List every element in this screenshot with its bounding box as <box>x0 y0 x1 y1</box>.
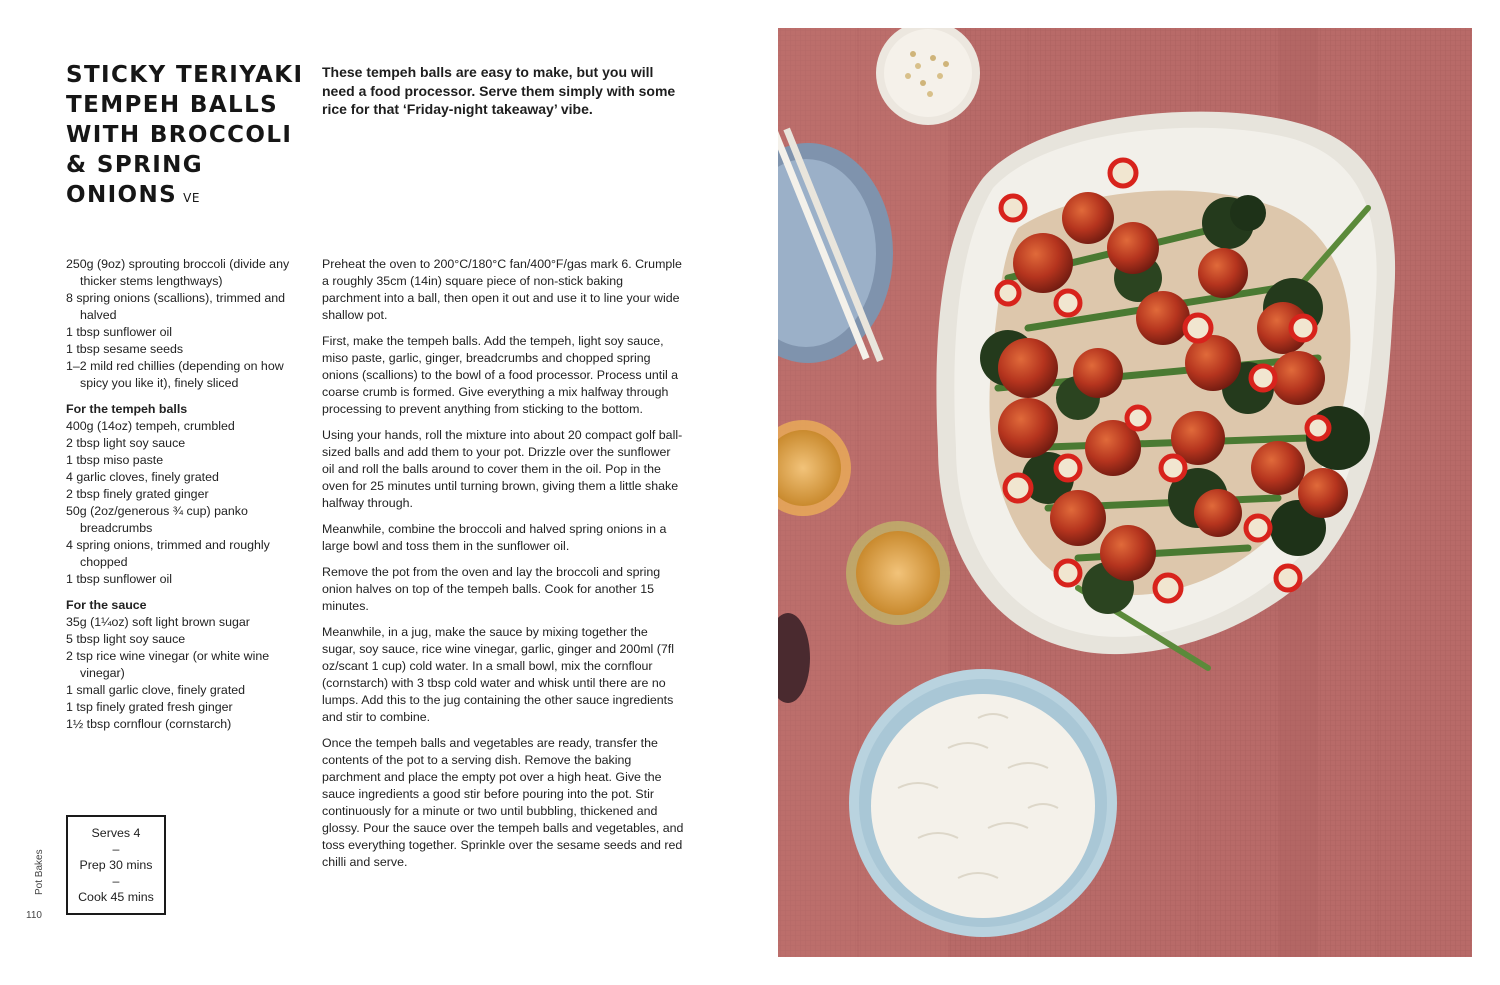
ingredient-item: 1 tsp finely grated fresh ginger <box>66 700 233 714</box>
method-step: First, make the tempeh balls. Add the tempeh, light soy sauce, miso paste, garlic, ginger, breadcrumbs and chopped spring onions (scallions) to the bowl of a food processor. Process until a coarse crumb is formed. Give everything a mix halfway through processing to prevent anything from sticking to the bottom. <box>322 334 679 416</box>
ingredient-item: 2 tsp rice wine vinegar (or white wine vinegar) <box>66 649 270 680</box>
method-column <box>322 256 684 880</box>
ingredient-list <box>66 418 306 588</box>
ingredient-item: 1½ tbsp cornflour (cornstarch) <box>66 717 232 731</box>
recipe-info-box <box>66 815 166 915</box>
ingredient-item: 4 garlic cloves, finely grated <box>66 470 219 484</box>
ingredient-item: 1 tbsp sesame seeds <box>66 342 184 356</box>
serves-info: Serves 4 <box>91 825 141 840</box>
ingredient-item: 250g (9oz) sprouting broccoli (divide any thicker stems lengthways) <box>66 257 290 288</box>
title-line-text: ONIONS <box>66 182 178 208</box>
title-line: STICKY TERIYAKI <box>66 62 304 88</box>
ingredient-item: 4 spring onions, trimmed and roughly chopped <box>66 538 270 569</box>
ingredient-item: 50g (2oz/generous ¾ cup) panko breadcrumbs <box>66 504 248 535</box>
title-line: TEMPEH BALLS <box>66 92 279 118</box>
ingredient-item: 1–2 mild red chillies (depending on how spicy you like it), finely sliced <box>66 359 284 390</box>
vegan-tag: VE <box>183 191 200 205</box>
method-step: Meanwhile, in a jug, make the sauce by mixing together the sugar, soy sauce, rice wine vinegar, garlic, ginger and 200ml (7fl oz/scant 1 cup) cold water. In a small bowl, mix the cornflour (cornstarch) with 3 tbsp cold water and whisk until there are no lumps. Add this to the jug containing the other sauce ingredients and stir to combine. <box>322 625 674 724</box>
ingredient-item: 1 tbsp sunflower oil <box>66 572 173 586</box>
title-line <box>66 180 306 213</box>
ingredient-item: 2 tbsp finely grated ginger <box>66 487 209 501</box>
recipe-title <box>66 60 306 213</box>
method-step: Preheat the oven to 200°C/180°C fan/400°F/gas mark 6. Crumple a roughly 35cm (14in) square piece of non-stick baking parchment into a ball, then open it out and use it to line your wide shallow pot. <box>322 257 682 322</box>
recipe-photo <box>778 28 1472 957</box>
ingredient-item: 2 tbsp light soy sauce <box>66 436 186 450</box>
prep-time: Prep 30 mins <box>79 857 153 872</box>
method-step: Using your hands, roll the mixture into about 20 compact golf ball-sized balls and add them to your pot. Drizzle over the sunflower oil and roll the balls around to cover them in the oil. Pop in the oven for 25 minutes until turning brown, giving them a little shake halfway through. <box>322 428 683 510</box>
ingredients-tempeh <box>66 401 306 588</box>
title-line: & SPRING <box>66 152 204 178</box>
rice-bowl <box>849 669 1117 937</box>
ingredient-item: 5 tbsp light soy sauce <box>66 632 186 646</box>
ingredient-item: 1 tbsp sunflower oil <box>66 325 173 339</box>
ingredients-column <box>66 256 306 742</box>
ingredients-sauce <box>66 597 306 733</box>
method-step: Remove the pot from the oven and lay the broccoli and spring onion halves on top of the tempeh balls. Cook for another 15 minutes. <box>322 565 661 613</box>
method-step: Once the tempeh balls and vegetables are ready, transfer the contents of the pot to a serving dish. Remove the baking parchment and place the empty pot over a high heat. Give the sauce ingredients a good stir before pouring into the pot. Stir continuously for a minute or two until bubbling, thickened and glossy. Pour the sauce over the tempeh balls and vegetables, and toss everything together. Sprinkle over the sesame seeds and red chilli and serve. <box>322 736 684 869</box>
ingredient-item: 1 tbsp miso paste <box>66 453 164 467</box>
recipe-intro: These tempeh balls are easy to make, but you will need a food processor. Serve them simply with some rice for that ‘Friday-night takeaway’ vibe. <box>322 64 676 117</box>
method-step: Meanwhile, combine the broccoli and halved spring onions in a large bowl and toss them in the sunflower oil. <box>322 522 667 553</box>
ingredient-list <box>66 256 306 392</box>
info-separator: – <box>112 873 120 888</box>
ingredient-item: 8 spring onions (scallions), trimmed and halved <box>66 291 285 322</box>
info-separator: – <box>112 841 120 856</box>
ingredient-subheading: For the sauce <box>66 598 147 612</box>
title-line: WITH BROCCOLI <box>66 122 293 148</box>
ingredients-main <box>66 256 306 392</box>
cook-time: Cook 45 mins <box>78 889 154 904</box>
ingredient-item: 35g (1¼oz) soft light brown sugar <box>66 615 250 629</box>
ingredient-item: 400g (14oz) tempeh, crumbled <box>66 419 235 433</box>
ingredient-item: 1 small garlic clove, finely grated <box>66 683 246 697</box>
section-label: Pot Bakes <box>34 849 45 895</box>
ingredient-subheading: For the tempeh balls <box>66 402 188 416</box>
page-number: 110 <box>26 910 42 921</box>
ingredient-list <box>66 614 306 733</box>
